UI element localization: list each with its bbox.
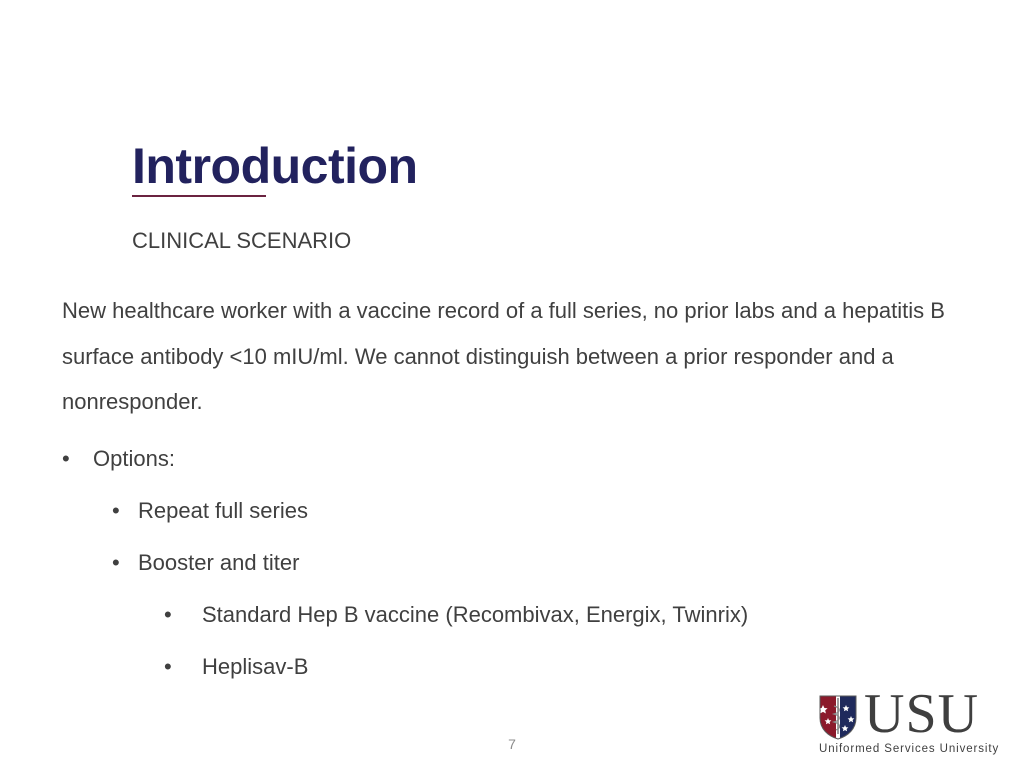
bullet-marker: •: [112, 550, 120, 575]
bullet-text: Standard Hep B vaccine (Recombivax, Energix, Twinrix): [202, 602, 749, 627]
bullet-text: Booster and titer: [138, 550, 300, 575]
title-underline: [132, 195, 266, 197]
scenario-paragraph: New healthcare worker with a vaccine record of a full series, no prior labs and a hepatitis B surface antibody <10 mIU/ml. We cannot distinguish between a prior responder and a nonresponder.: [62, 298, 945, 414]
slide-subtitle: CLINICAL SCENARIO: [132, 228, 352, 253]
bullet-marker: •: [164, 602, 172, 627]
bullet-text: Options:: [93, 446, 175, 471]
page-number: 7: [508, 736, 516, 752]
bullet-marker: •: [112, 498, 120, 523]
usu-shield-icon: [818, 694, 858, 740]
usu-logo: [816, 683, 1006, 760]
bullet-text: Repeat full series: [138, 498, 308, 523]
usu-logo-caption: Uniformed Services University: [819, 743, 1000, 755]
bullet-marker: •: [62, 446, 70, 471]
bullet-text: Heplisav-B: [202, 654, 309, 679]
bullet-marker: •: [164, 654, 172, 679]
usu-logo-letters: USU: [864, 683, 980, 745]
slide-title: Introduction: [132, 138, 418, 194]
